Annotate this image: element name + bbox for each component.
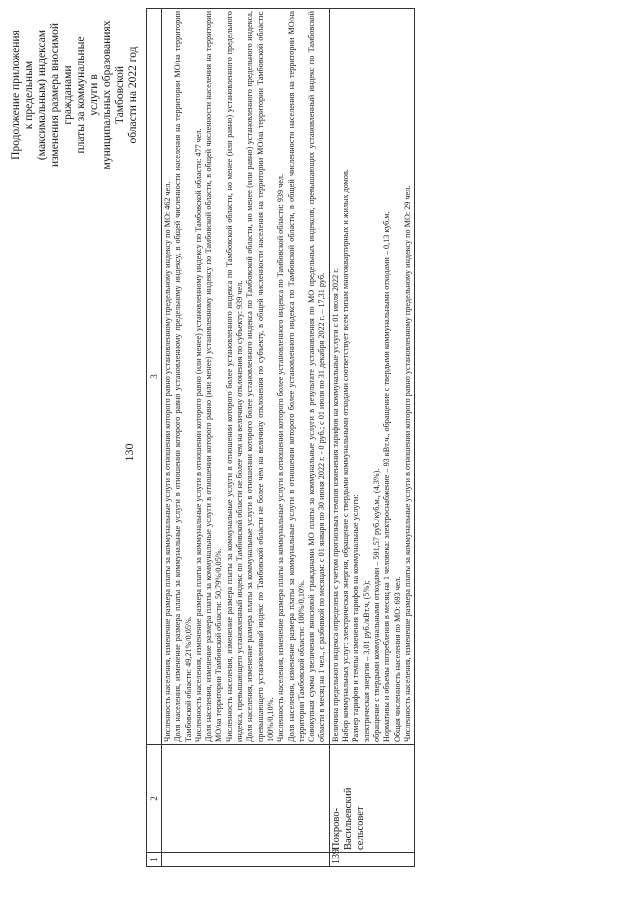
header-line: муниципальных образованиях Тамбовской [101, 20, 126, 170]
column-number-row [147, 9, 162, 867]
row-description [329, 9, 414, 745]
description-line: Набор коммунальных услуг: электрическая энергия, обращение с твердыми коммунальными отходами соответствует всем типам многоквартирных и жилых домов. [341, 169, 351, 742]
table-row-continued [162, 9, 330, 867]
row-number [162, 853, 330, 867]
description-line: Численность населения, изменение размера платы за коммунальные услуги в отношении которого равно (или менее) установленному индексу по Тамбовской области: 477 чел. [193, 128, 203, 742]
page-number: 130 [122, 443, 136, 462]
description-line: Численность населения, изменение размера платы за коммунальные услуги в отношении которого равно установленному предельному индексу по МО: 29 чел. [402, 185, 412, 742]
description-line: Размер тарифов и темпы изменения тарифов на коммунальные услуги: [351, 494, 361, 742]
description-line: Доля населения, изменение размера платы за коммунальные услуги в отношении которого равно (или менее) установленному индексу по Тамбовской области, в общей численности населения на территории МО/на территории Тамбовской области: 50,79%/0,05%. [204, 11, 224, 742]
municipality-name: Покрово-Васильевский сельсовет [329, 745, 414, 853]
municipality-name [162, 745, 330, 853]
header-line: к предельным (максимальным) индексам [23, 29, 48, 161]
description-line: электрическая энергия – 3,01 руб./кВт.ч, (5%); [361, 580, 371, 742]
index-table [146, 8, 415, 867]
column-number: 3 [147, 9, 162, 745]
header-line: платы за коммунальные услуги в [75, 36, 100, 154]
appendix-header [10, 20, 140, 170]
description-line: Численность населения, изменение размера платы за коммунальные услуги в отношении которого более установленного индекса по Тамбовской области, но менее (или равно) установленного предельного индекса, превышающего установленный индекс по Тамбовской области не более чем на величину отклонения по субъекту: 939 чел. [224, 11, 245, 742]
column-number: 1 [147, 853, 162, 867]
row-number: 139 [329, 853, 414, 867]
description-line: Численность населения, изменение размера платы за коммунальные услуги в отношении которого более установленного индекса по Тамбовской области: 939 чел. [276, 173, 286, 742]
description-line: обращение с твердыми коммунальными отходами – 591,57 руб./куб.м., (4,3%). [371, 468, 381, 742]
table-row-139 [329, 9, 414, 867]
description-line: Численность населения, изменение размера платы за коммунальные услуги в отношении которого равно установленному предельному индексу по МО: 462 чел. [163, 181, 172, 742]
description-line: Совокупная сумма увеличения вносимой гражданами МО платы за коммунальные услуги в результате установления по МО предельных индексов, превышающих установленный индекс по Тамбовской области в месяц на 1 чел., с разбивкой по месяцам: с 01 января по 30 июня 2022 г. - 0 руб.; с 01 июля по 31 декабря 2022 г. – 17,31 руб. [307, 11, 327, 742]
description-line: Величина предельного индекса определена с учетом прогнозных темпов изменения тарифов на коммунальные услуги с 01 июля 2022 г. [330, 268, 340, 742]
description-line: Доля населения, изменение размера платы за коммунальные услуги в отношении которого более установленного индекса по Тамбовской области, в общей численности населения на территории МО/на территории Тамбовской области: 100%/0,10%. [286, 11, 306, 742]
description-line: Доля населения, изменение размера платы за коммунальные услуги в отношении которого более установленного индекса по Тамбовской области, но менее (или равно) установленного предельного индекса, превышающего установленный индекс по Тамбовской области не более чем на величину отклонения по субъекту, в общей численности населения на территории МО/на территории Тамбовской области: 100%/0,10%. [245, 11, 275, 742]
column-number: 2 [147, 745, 162, 853]
header-line: Продолжение приложения [10, 30, 22, 160]
description-line: Общая численность населения по МО: 693 чел. [392, 576, 402, 742]
header-line: изменения размера вносимой гражданами [49, 22, 74, 168]
description-line: Доля населения, изменение размера платы за коммунальные услуги в отношении которого равно установленному предельному индексу, в общей численности населения на территории МО/на территории Тамбовской области: 49,21%/0,05%. [173, 11, 193, 742]
row-description [162, 9, 330, 745]
header-line: области на 2022 год [127, 46, 139, 144]
description-line: Нормативы и объемы потребления в месяц на 1 человека: электроснабжение – 93 кВт.ч., обращение с твердыми коммунальными отходами – 0,13 куб.м. [382, 211, 392, 742]
